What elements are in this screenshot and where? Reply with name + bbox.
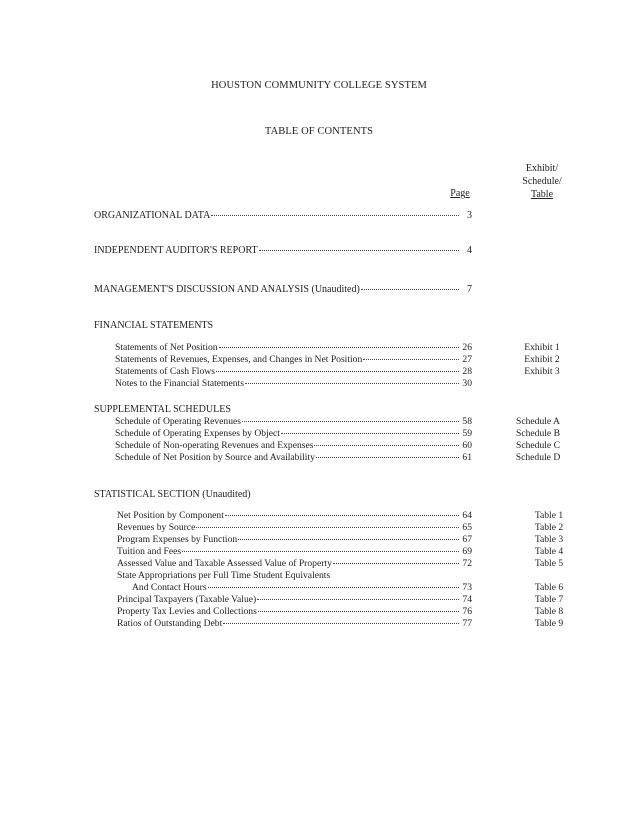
schedule-reference: Schedule B [516,428,560,439]
toc-entry[interactable]: Tuition and Fees 69 [117,546,472,557]
table-reference: Table 2 [534,522,564,533]
exhibit-reference: Exhibit 2 [524,354,560,365]
toc-entry[interactable]: Notes to the Financial Statements 30 [115,378,472,389]
schedule-reference: Schedule D [515,452,561,463]
toc-entry[interactable]: Net Position by Component 64 [117,510,472,521]
toc-entry[interactable]: Statements of Revenues, Expenses, and Changes in Net Position 27 [115,354,472,365]
table-reference: Table 6 [534,582,564,593]
toc-entry-continued: State Appropriations per Full Time Student Equivalents [117,570,331,581]
organization-name: HOUSTON COMMUNITY COLLEGE SYSTEM [211,80,427,91]
toc-entry[interactable]: And Contact Hours 73 [132,582,472,593]
table-reference: Table 3 [534,534,564,545]
toc-entry[interactable]: Ratios of Outstanding Debt 77 [117,618,472,629]
toc-entry-mdna[interactable]: MANAGEMENT'S DISCUSSION AND ANALYSIS (Unaudited) 7 [94,284,472,295]
table-reference: Table 7 [534,594,564,605]
exhibit-column-header: Exhibit/ Schedule/ Table [522,163,562,200]
schedule-reference: Schedule A [516,416,560,427]
table-reference: Table 5 [534,558,564,569]
toc-entry[interactable]: Schedule of Operating Revenues 58 [115,416,472,427]
toc-entry[interactable]: Statements of Cash Flows 28 [115,366,472,377]
toc-entry[interactable]: Schedule of Net Position by Source and Availability 61 [115,452,472,463]
page-title: TABLE OF CONTENTS [264,126,374,137]
exhibit-reference: Exhibit 1 [524,342,560,353]
page-column-header: Page [450,188,470,199]
toc-entry[interactable]: Assessed Value and Taxable Assessed Value of Property 72 [117,558,472,569]
schedule-reference: Schedule C [516,440,560,451]
toc-entry[interactable]: Program Expenses by Function 67 [117,534,472,545]
toc-entry[interactable]: Schedule of Non-operating Revenues and Expenses 60 [115,440,472,451]
table-reference: Table 8 [534,606,564,617]
table-reference: Table 4 [534,546,564,557]
toc-entry[interactable]: Property Tax Levies and Collections 76 [117,606,472,617]
toc-entry-organizational-data[interactable]: ORGANIZATIONAL DATA 3 [94,210,472,221]
table-reference: Table 1 [534,510,564,521]
toc-entry-auditor-report[interactable]: INDEPENDENT AUDITOR'S REPORT 4 [94,245,472,256]
toc-entry[interactable]: Revenues by Source 65 [117,522,472,533]
statistical-section-heading: STATISTICAL SECTION (Unaudited) [94,489,251,500]
supplemental-schedules-heading: SUPPLEMENTAL SCHEDULES [94,404,231,415]
toc-entry[interactable]: Statements of Net Position 26 [115,342,472,353]
exhibit-reference: Exhibit 3 [524,366,560,377]
toc-entry[interactable]: Principal Taxpayers (Taxable Value) 74 [117,594,472,605]
table-reference: Table 9 [534,618,564,629]
financial-statements-heading: FINANCIAL STATEMENTS [94,320,214,331]
toc-entry[interactable]: Schedule of Operating Expenses by Object 59 [115,428,472,439]
